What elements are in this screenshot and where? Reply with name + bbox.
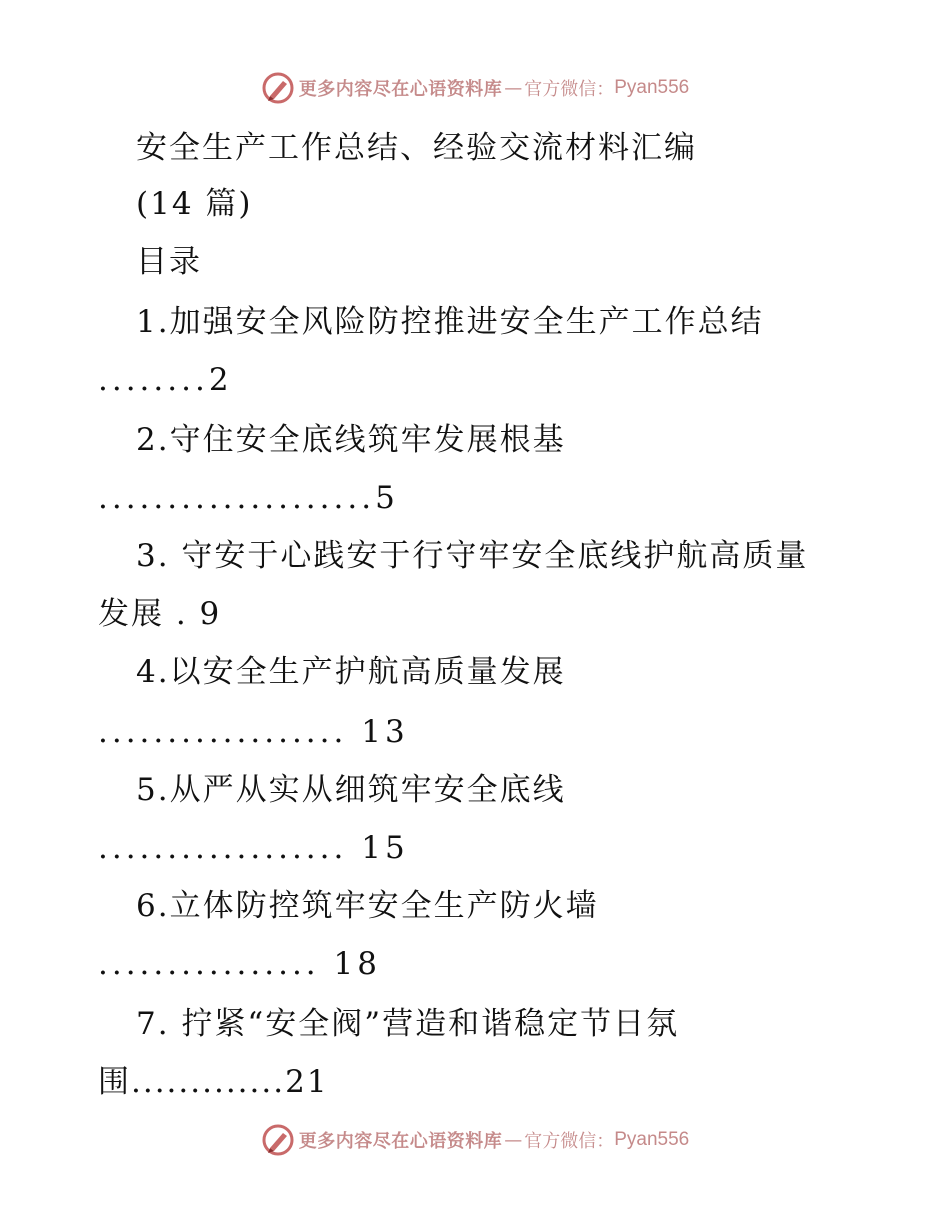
watermark-banner-bottom [0,1120,950,1160]
toc-entry-6-leader: ................ 18 [98,946,381,982]
toc-entry-1-title: 1.加强安全风险防控推进安全生产工作总结 [136,304,764,340]
document-title-line2: (14 篇) [136,186,253,222]
watermark-wechat-id: Pyan556 [614,77,690,98]
toc-entry-7-title: 7. 拧紧“安全阀”营造和谐稳定节日氛 [136,1006,680,1042]
pen-logo-icon [261,1123,295,1157]
watermark-banner-top [0,68,950,108]
toc-entry-5-leader: .................. 15 [98,830,409,866]
toc-heading: 目录 [136,244,202,280]
watermark-wechat-label: 官方微信： [524,79,615,100]
toc-entry-3-leader: 发展 . 9 [98,596,222,632]
watermark-wechat-id: Pyan556 [614,1129,690,1150]
toc-entry-2-leader: ....................5 [98,480,399,516]
toc-entry-2-title: 2.守住安全底线筑牢发展根基 [136,422,566,458]
toc-entry-3-title: 3. 守安于心践安于行守牢安全底线护航高质量 [136,538,809,574]
toc-entry-6-title: 6.立体防控筑牢安全生产防火墙 [136,888,599,924]
toc-entry-4-leader: .................. 13 [98,714,409,750]
toc-entry-7-leader: 围.............21 [98,1064,329,1100]
pen-logo-icon [261,71,295,105]
watermark-text: 更多内容尽在心语资料库 [298,79,503,100]
toc-entry-5-title: 5.从严从实从细筑牢安全底线 [136,772,566,808]
toc-entry-1-leader: ........2 [98,362,233,398]
watermark-wechat-label: 官方微信： [524,1131,615,1152]
watermark-dash: — [504,1129,523,1151]
toc-entry-4-title: 4.以安全生产护航高质量发展 [136,654,566,690]
document-title-line1: 安全生产工作总结、经验交流材料汇编 [136,130,697,166]
watermark-text: 更多内容尽在心语资料库 [298,1131,503,1152]
watermark-dash: — [504,77,523,99]
